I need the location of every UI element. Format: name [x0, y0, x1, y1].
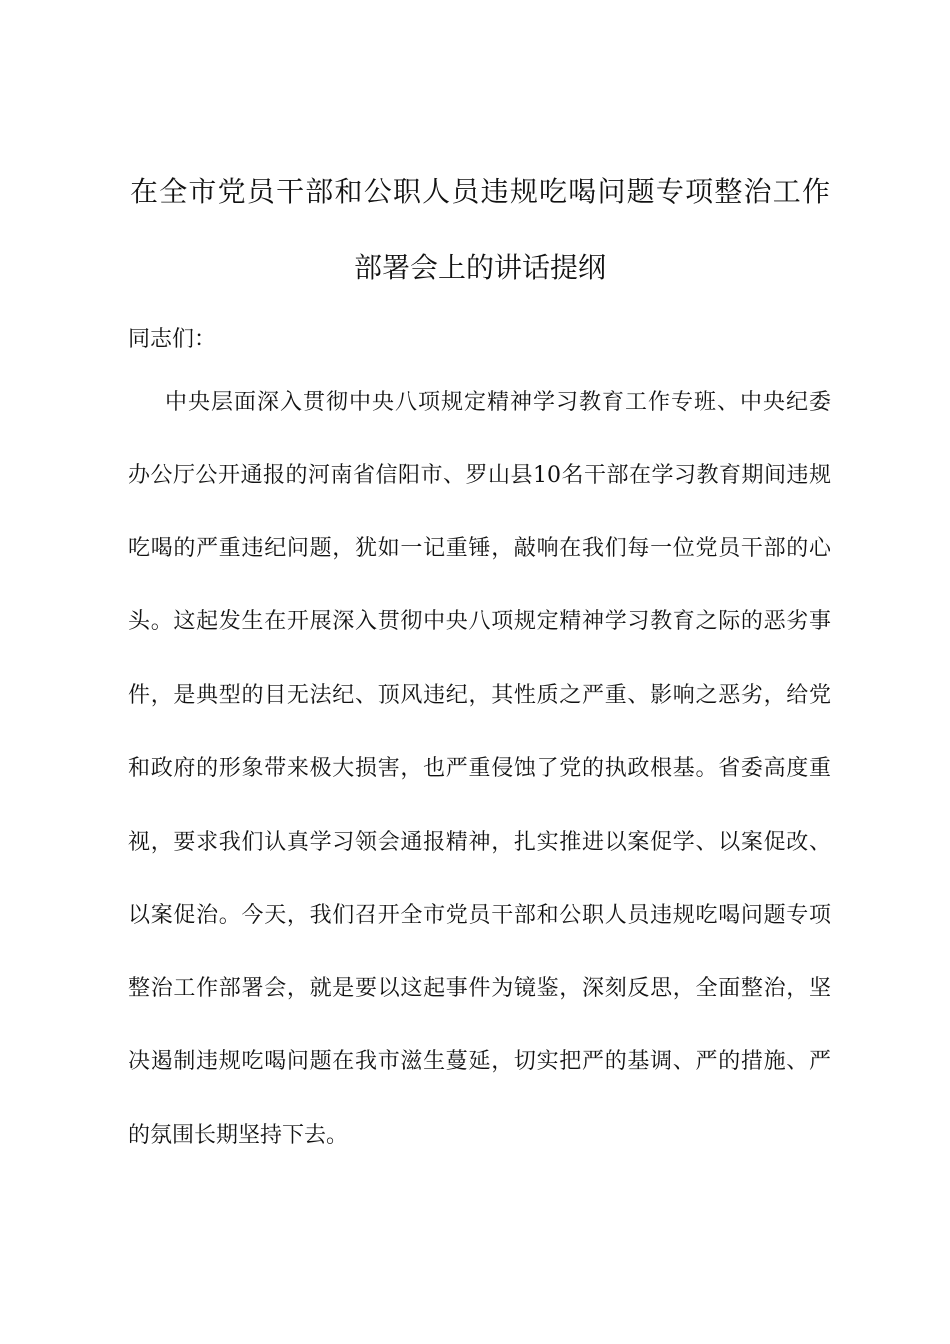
paragraph-line: 吃喝的严重违纪问题，犹如一记重锤，敲响在我们每一位党员干部的心	[128, 536, 831, 561]
paragraph-line: 办公厅公开通报的河南省信阳市、罗山县10名干部在学习教育期间违规	[128, 463, 831, 488]
paragraph-line: 视，要求我们认真学习领会通报精神，扎实推进以案促学、以案促改、	[128, 830, 831, 855]
paragraph-line: 头。这起发生在开展深入贯彻中央八项规定精神学习教育之际的恶劣事	[128, 609, 831, 634]
paragraph-line: 整治工作部署会，就是要以这起事件为镜鉴，深刻反思，全面整治，坚	[128, 976, 831, 1001]
paragraph-line: 的氛围长期坚持下去。	[128, 1123, 349, 1148]
paragraph-line: 以案促治。今天，我们召开全市党员干部和公职人员违规吃喝问题专项	[128, 903, 831, 928]
paragraph-line: 件，是典型的目无法纪、顶风违纪，其性质之严重、影响之恶劣，给党	[128, 683, 831, 708]
greeting: 同志们：	[128, 327, 217, 352]
document-title-line-2: 部署会上的讲话提纲	[353, 251, 606, 284]
document-title-line-1: 在全市党员干部和公职人员违规吃喝问题专项整治工作	[130, 175, 830, 208]
paragraph-line: 和政府的形象带来极大损害，也严重侵蚀了党的执政根基。省委高度重	[128, 756, 831, 781]
paragraph-line: 中央层面深入贯彻中央八项规定精神学习教育工作专班、中央纪委	[165, 390, 831, 415]
paragraph-line: 决遏制违规吃喝问题在我市滋生蔓延，切实把严的基调、严的措施、严	[128, 1049, 831, 1074]
